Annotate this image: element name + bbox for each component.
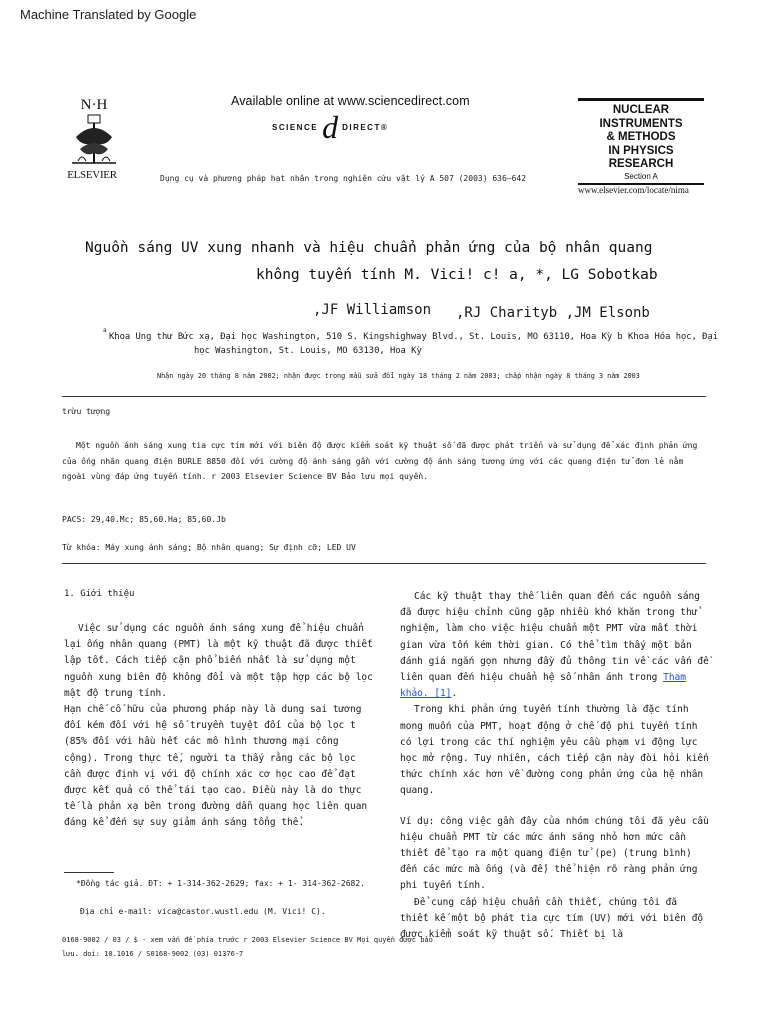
- journal-url: www.elsevier.com/locate/nima: [578, 185, 689, 195]
- received-dates: Nhận ngày 20 tháng 8 năm 2002; nhận được trong mẫu sửa đổi ngày 18 tháng 2 năm 2003; chấp nhận ngày 8 tháng 3 năm 2003: [157, 372, 640, 380]
- journal-title-line: IN PHYSICS: [608, 144, 674, 157]
- affiliation-line2: học Washington, St. Louis, MO 63130, Hoa Kỳ: [194, 346, 422, 356]
- sciencedirect-at-icon: d: [322, 109, 339, 145]
- authors-part1: ,JF Williamson: [313, 302, 432, 318]
- footnote-corresponding: *Đồng tác giả. ĐT: + 1-314-362-2629; fax: + 1- 314-362-2682.: [76, 879, 365, 888]
- paragraph: Trong khi phản ứng tuyến tính thường là đặc tính mong muốn của PMT, hoạt động ở chế độ phi tuyến tính có lợi trong các thí nghiệm yêu cầu phạm vi động lực học mở rộng. Tuy nhiên, cách tiếp cận này đòi hỏi kiến thức chính xác hơn về đường cong phản ứng của hệ nhân quang.: [400, 704, 709, 797]
- paragraph-text: .: [451, 688, 458, 700]
- pacs-codes: PACS: 29,40.Mc; 85,60.Ha; 85,60.Jb: [62, 515, 226, 524]
- machine-translation-label: Machine Translated by Google: [20, 7, 197, 22]
- divider: [62, 396, 706, 397]
- paragraph: [400, 589, 710, 702]
- journal-section: Section A: [624, 171, 658, 181]
- elsevier-logo: [66, 97, 122, 185]
- sciencedirect-left: SCIENCE: [272, 122, 319, 132]
- copyright-line2: lưu. doi: 10.1016 / S0168-9002 (03) 01376-7: [62, 950, 244, 958]
- affiliation-line1: Khoa Ung thư Bức xạ, Đại học Washington, 510 S. Kingshighway Blvd., St. Louis, MO 63110, Hoa Kỳ b Khoa Hóa học, Đại: [109, 332, 719, 342]
- right-column: [400, 589, 710, 943]
- footnote-email: Địa chỉ e-mail: vica@castor.wustl.edu (M. Vici! C).: [80, 907, 326, 916]
- article-title-line1: Nguồn sáng UV xung nhanh và hiệu chuẩn phản ứng của bộ nhân quang: [85, 240, 653, 256]
- journal-title-line: INSTRUMENTS: [599, 117, 683, 130]
- keywords: Từ khóa: Máy xung ánh sáng; Bộ nhân quang; Sự định cỡ; LED UV: [62, 543, 356, 552]
- section-heading: 1. Giới thiệu: [64, 589, 135, 599]
- journal-title-line: & METHODS: [606, 131, 676, 143]
- sciencedirect-right: DIRECT®: [342, 122, 389, 132]
- paragraph: Việc sử dụng các nguồn ánh sáng xung để hiệu chuẩn lại ống nhân quang (PMT) là một kỹ thuật đã được thiết lập tốt. Cách tiếp cận phổ biến nhất là sử dụng một nguồn xung biên độ không đổi và một tập hợp các bộ lọc mật độ trung tính.: [64, 623, 373, 699]
- authors-part2: ,RJ Charityb ,JM Elsonb: [456, 305, 650, 321]
- journal-citation: Dụng cụ và phương pháp hạt nhân trong nghiên cứu vật lý A 507 (2003) 636–642: [160, 174, 527, 183]
- available-online-text: Available online at www.sciencedirect.com: [231, 94, 470, 108]
- sciencedirect-logo: [272, 109, 389, 145]
- abstract-text: Một nguồn ánh sáng xung tia cực tím mới với biên độ được kiểm soát kỹ thuật số đã được phát triển và sử dụng để xác định phản ứng của ống nhân quang điện BURLE 8850 đối với cường độ ánh sáng gần với cường độ ánh sáng tương ứng với các quang điện tử đơn lẻ nằm ngoài vùng đáp ứng tuyến tính. r 2003 Elsevier Science BV Bảo lưu mọi quyền.: [62, 441, 698, 481]
- divider: [62, 563, 706, 564]
- copyright-line1: 0168-9002 / 03 / $ - xem vấn đề phía trước r 2003 Elsevier Science BV Mọi quyền được bảo: [62, 936, 433, 944]
- elsevier-wordmark: ELSEVIER: [67, 169, 117, 181]
- affiliation-mark: a: [103, 327, 107, 334]
- paragraph: Hạn chế cố hữu của phương pháp này là dung sai tương đối kém đối với hệ số truyền tuyệt đối của bộ lọc t (85% đối với hầu hết các mô hình thương mại công cộng). Trong thực tế, người ta thấy rằng các bộ lọc cần được định vị với độ chính xác cơ học cao để đạt được kết quả có thể tái tạo cao. Điều này là do thực tế là phản xạ bên trong đường dẫn quang học liên quan đáng kể đến sự suy giảm ánh sáng tổng thể.: [64, 704, 368, 829]
- footnote-divider: [64, 872, 114, 873]
- elsevier-tree-icon: [66, 113, 122, 169]
- abstract-heading: trừu tượng: [62, 407, 111, 416]
- journal-title-line: NUCLEAR: [612, 104, 670, 116]
- article-title-line2: không tuyến tính M. Vici! c! a, *, LG Sobotkab: [256, 267, 658, 283]
- paragraph: Ví dụ: công việc gần đây của nhóm chúng tôi đã yêu cầu hiệu chuẩn PMT từ các mức ánh sáng nhỏ hơn mức cần thiết để tạo ra một quang điện tử (pe) (trung bình) đến các mức mà ống (và đế) thể hiện rõ ràng phản ứng phi tuyến tính.: [400, 815, 709, 892]
- reference-link[interactable]: Tham khảo. [1]: [400, 672, 686, 700]
- paragraph-text: Các kỹ thuật thay thế liên quan đến các nguồn sáng đã được hiệu chỉnh cũng gặp nhiều khó khăn trong thử nghiệm, làm cho việc hiệu chuẩn một PMT vừa mất thời gian vừa tốn kém thời gian. Có thể tìm thấy một bản đánh giá ngắn gọn nhưng đầy đủ thông tin về các vấn đề liên quan đến hiệu chuẩn hệ số nhân ánh trong: [400, 591, 709, 684]
- left-column: [64, 621, 374, 832]
- paragraph: Để cung cấp hiệu chuẩn cần thiết, chúng tôi đã thiết kế một bộ phát tia cực tím (UV) mới với biên độ được kiểm soát kỹ thuật số. Thiết bị là: [400, 896, 704, 941]
- journal-title-line: RESEARCH: [608, 158, 674, 170]
- journal-title-box: [578, 98, 704, 185]
- elsevier-monogram: N·H: [80, 97, 108, 113]
